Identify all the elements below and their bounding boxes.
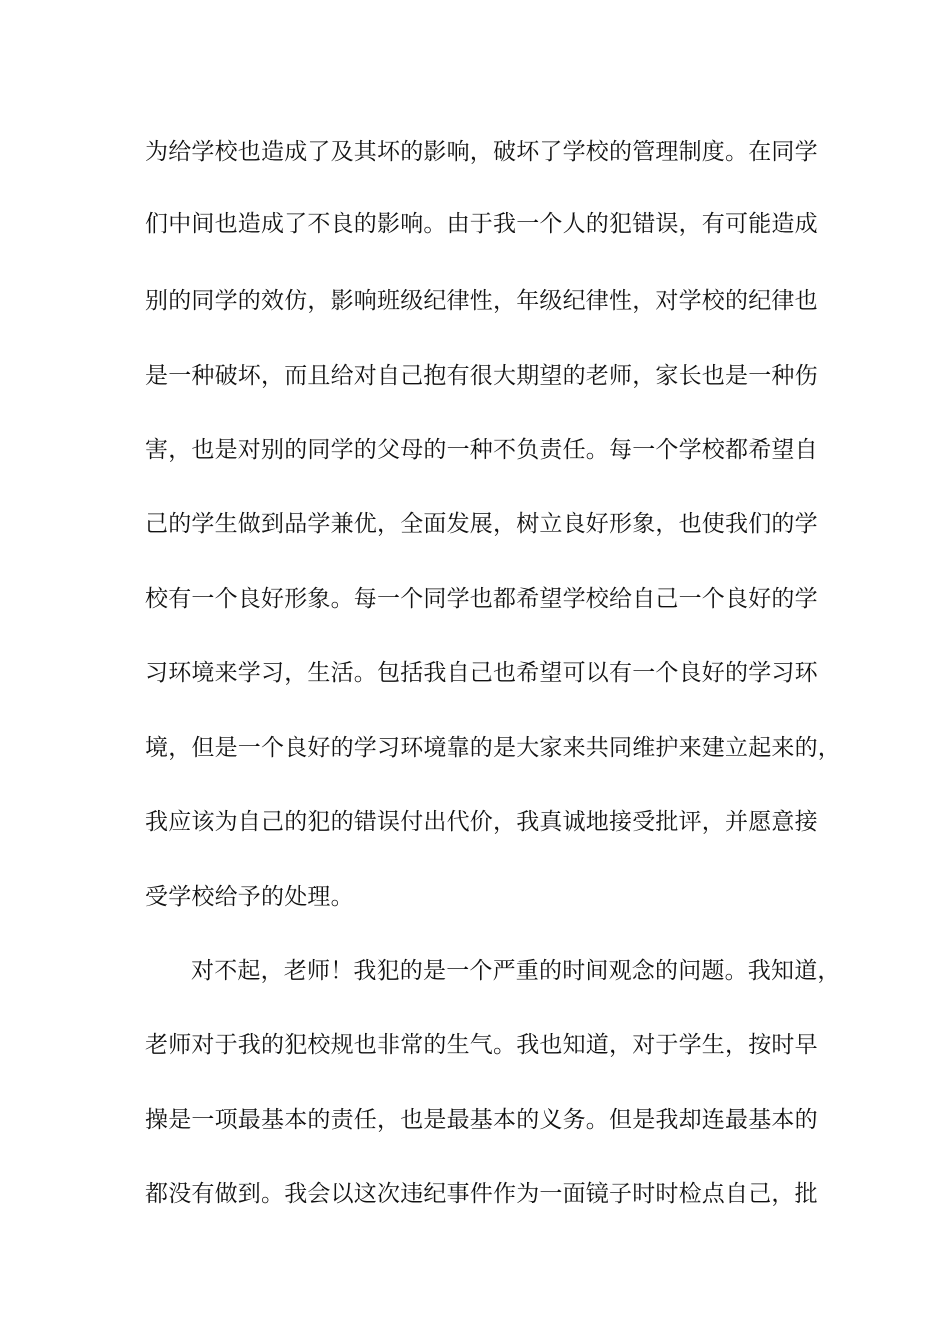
text-line: 们中间也造成了不良的影响。由于我一个人的犯错误，有可能造成 xyxy=(145,211,818,237)
text-line: 受学校给予的处理。 xyxy=(145,884,354,910)
text-line: 是一种破坏，而且给对自己抱有很大期望的老师，家长也是一种伤 xyxy=(145,363,818,389)
text-line: 习环境来学习，生活。包括我自己也希望可以有一个良好的学习环 xyxy=(145,660,818,686)
text-line: 己的学生做到品学兼优，全面发展，树立良好形象，也使我们的学 xyxy=(145,511,818,537)
text-line: 老师对于我的犯校规也非常的生气。我也知道，对于学生，按时早 xyxy=(145,1032,818,1058)
text-line: 为给学校也造成了及其坏的影响，破坏了学校的管理制度。在同学 xyxy=(145,139,818,165)
text-line: 境，但是一个良好的学习环境靠的是大家来共同维护来建立起来的， xyxy=(145,735,841,761)
text-line: 校有一个良好形象。每一个同学也都希望学校给自己一个良好的学 xyxy=(145,586,818,612)
text-line: 都没有做到。我会以这次违纪事件作为一面镜子时时检点自己，批 xyxy=(145,1181,818,1207)
text-line: 我应该为自己的犯的错误付出代价，我真诚地接受批评，并愿意接 xyxy=(145,809,818,835)
text-line: 别的同学的效仿，影响班级纪律性，年级纪律性，对学校的纪律也 xyxy=(145,288,818,314)
text-line: 害，也是对别的同学的父母的一种不负责任。每一个学校都希望自 xyxy=(145,437,818,463)
text-line: 操是一项最基本的责任，也是最基本的义务。但是我却连最基本的 xyxy=(145,1107,818,1133)
paragraph-first-line: 对不起，老师！我犯的是一个严重的时间观念的问题。我知道， xyxy=(191,958,841,984)
